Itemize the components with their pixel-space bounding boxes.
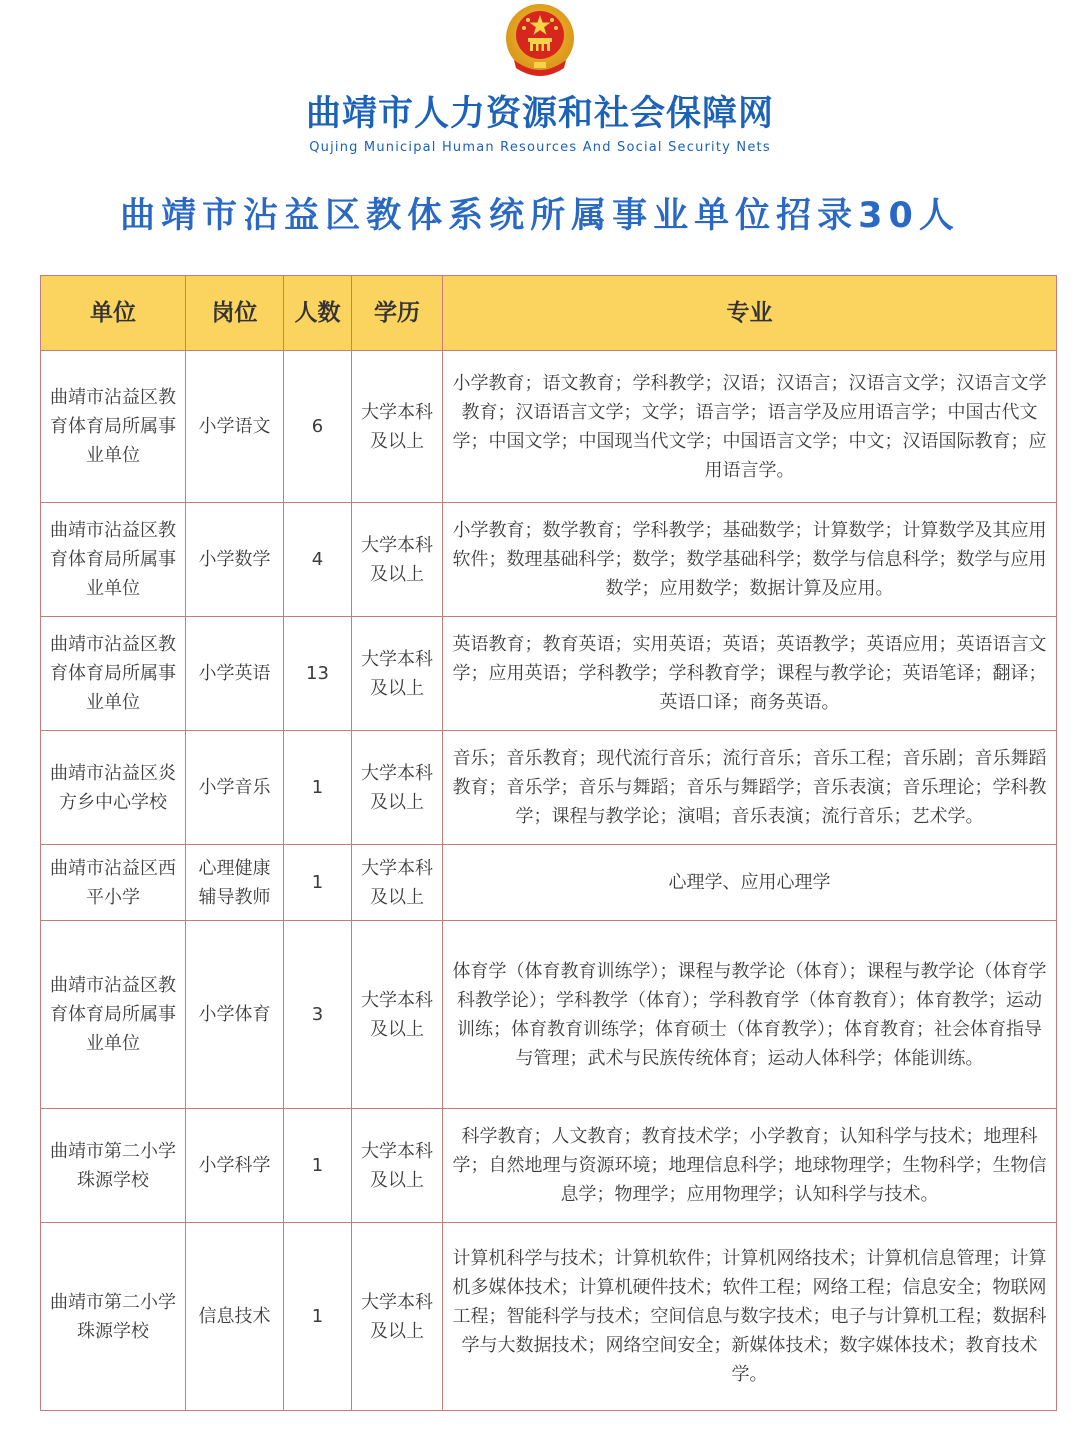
unit-cell: 曲靖市沾益区教育体育局所属事业单位 — [41, 503, 186, 617]
count-cell: 1 — [284, 1109, 352, 1223]
unit-cell: 曲靖市沾益区教育体育局所属事业单位 — [41, 617, 186, 731]
table-row — [41, 1109, 1057, 1223]
position-cell: 小学体育 — [186, 921, 284, 1109]
table-row — [41, 731, 1057, 845]
education-cell: 大学本科及以上 — [352, 503, 443, 617]
table-row — [41, 845, 1057, 921]
site-title: 曲靖市人力资源和社会保障网 — [305, 94, 774, 134]
major-cell: 计算机科学与技术；计算机软件；计算机网络技术；计算机信息管理；计算机多媒体技术；计算机硬件技术；软件工程；网络工程；信息安全；物联网工程；智能科学与技术；空间信息与数字技术；电子与计算机工程；数据科学与大数据技术；网络空间安全；新媒体技术；数字媒体技术；教育技术学。 — [443, 1223, 1057, 1411]
unit-cell: 曲靖市沾益区教育体育局所属事业单位 — [41, 921, 186, 1109]
position-cell: 心理健康辅导教师 — [186, 845, 284, 921]
major-cell: 心理学、应用心理学 — [443, 845, 1057, 921]
unit-cell: 曲靖市第二小学珠源学校 — [41, 1223, 186, 1411]
position-cell: 信息技术 — [186, 1223, 284, 1411]
position-cell: 小学英语 — [186, 617, 284, 731]
column-header-position: 岗位 — [186, 276, 284, 351]
column-header-unit: 单位 — [41, 276, 186, 351]
unit-cell: 曲靖市沾益区西平小学 — [41, 845, 186, 921]
count-cell: 3 — [284, 921, 352, 1109]
major-cell: 科学教育；人文教育；教育技术学；小学教育；认知科学与技术；地理科学；自然地理与资源环境；地理信息科学；地球物理学；生物科学；生物信息学；物理学；应用物理学；认知科学与技术。 — [443, 1109, 1057, 1223]
position-cell: 小学数学 — [186, 503, 284, 617]
count-cell: 4 — [284, 503, 352, 617]
count-cell: 13 — [284, 617, 352, 731]
column-header-count: 人数 — [284, 276, 352, 351]
table-row — [41, 617, 1057, 731]
position-cell: 小学音乐 — [186, 731, 284, 845]
major-cell: 体育学（体育教育训练学）；课程与教学论（体育）；课程与教学论（体育学科教学论）；学科教学（体育）；学科教育学（体育教育）；体育教学；运动训练；体育教育训练学；体育硕士（体育教学）；体育教育；社会体育指导与管理；武术与民族传统体育；运动人体科学；体能训练。 — [443, 921, 1057, 1109]
position-cell: 小学科学 — [186, 1109, 284, 1223]
count-cell: 1 — [284, 845, 352, 921]
education-cell: 大学本科及以上 — [352, 1223, 443, 1411]
table-header-row — [41, 276, 1057, 351]
education-cell: 大学本科及以上 — [352, 351, 443, 503]
page-title: 曲靖市沾益区教体系统所属事业单位招录30人 — [120, 196, 960, 236]
count-cell: 1 — [284, 1223, 352, 1411]
column-header-major: 专业 — [443, 276, 1057, 351]
education-cell: 大学本科及以上 — [352, 731, 443, 845]
education-cell: 大学本科及以上 — [352, 617, 443, 731]
unit-cell: 曲靖市沾益区教育体育局所属事业单位 — [41, 351, 186, 503]
table-row — [41, 1223, 1057, 1411]
education-cell: 大学本科及以上 — [352, 1109, 443, 1223]
site-subtitle: Qujing Municipal Human Resources And Social Security Nets — [309, 140, 771, 155]
count-cell: 1 — [284, 731, 352, 845]
education-cell: 大学本科及以上 — [352, 845, 443, 921]
major-cell: 音乐；音乐教育；现代流行音乐；流行音乐；音乐工程；音乐剧；音乐舞蹈教育；音乐学；音乐与舞蹈；音乐与舞蹈学；音乐表演；音乐理论；学科教学；课程与教学论；演唱；音乐表演；流行音乐；艺术学。 — [443, 731, 1057, 845]
major-cell: 小学教育；数学教育；学科教学；基础数学；计算数学；计算数学及其应用软件；数理基础科学；数学；数学基础科学；数学与信息科学；数学与应用数学；应用数学；数据计算及应用。 — [443, 503, 1057, 617]
recruitment-table — [40, 275, 1057, 1411]
column-header-education: 学历 — [352, 276, 443, 351]
education-cell: 大学本科及以上 — [352, 921, 443, 1109]
unit-cell: 曲靖市第二小学珠源学校 — [41, 1109, 186, 1223]
count-cell: 6 — [284, 351, 352, 503]
major-cell: 英语教育；教育英语；实用英语；英语；英语教学；英语应用；英语语言文学；应用英语；学科教学；学科教育学；课程与教学论；英语笔译；翻译；英语口译；商务英语。 — [443, 617, 1057, 731]
national-emblem-icon — [504, 2, 576, 78]
unit-cell: 曲靖市沾益区炎方乡中心学校 — [41, 731, 186, 845]
position-cell: 小学语文 — [186, 351, 284, 503]
major-cell: 小学教育；语文教育；学科教学；汉语；汉语言；汉语言文学；汉语言文学教育；汉语语言文学；文学；语言学；语言学及应用语言学；中国古代文学；中国文学；中国现当代文学；中国语言文学；中文；汉语国际教育；应用语言学。 — [443, 351, 1057, 503]
table-row — [41, 921, 1057, 1109]
table-row — [41, 503, 1057, 617]
table-row — [41, 351, 1057, 503]
